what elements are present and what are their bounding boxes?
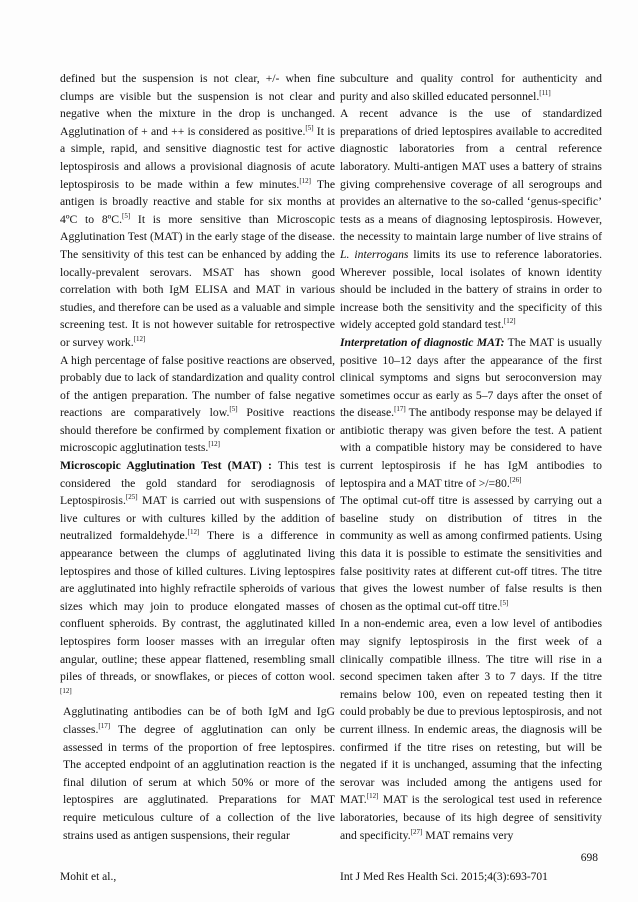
citation-ref: [27]: [410, 827, 423, 836]
paragraph: In a non-endemic area, even a low level of antibodies may signify leptospirosis in the first week of a clinically compatible illness. The titre will rise in a second specimen taken after 3 to 7 days. If the titre remains below 100, even on repeated testing then it could probably be due to previous leptospirosis, and not current illness. In endemic areas, the diagnosis will be confirmed if the titre rises on retesting, but will be negated if it is unchanged, assuming that the infecting serovar was included among the antigens used for MAT.[12] MAT is the serological test used in reference laboratories, because of its high degree of sensitivity and specificity.[27] MAT remains very: [340, 617, 602, 842]
paragraph: The optimal cut-off titre is assessed by carrying out a baseline study on distribution of titres in the community as well as among confirmed patients. Using this data it is possible to estimate the sensitivities and false positivity rates at different cut-off titres. The titre that gives the lowest number of false results is then chosen as the optimal cut-off titre.[5]: [340, 494, 602, 613]
footer-citation: Int J Med Res Health Sci. 2015;4(3):693-701: [340, 871, 548, 883]
citation-ref: [25]: [125, 493, 138, 502]
citation-ref: [5]: [229, 405, 238, 414]
citation-ref: [17]: [394, 405, 406, 414]
species-name: L. interrogans: [340, 247, 409, 261]
paragraph: defined but the suspension is not clear, +/- when fine clumps are visible but the suspension is not clear and negative when the mixture in the drop is unchanged. Agglutination of + and ++ is considered as positive.[5] It is a simple, rapid, and sensitive diagnostic test for active leptospirosis and allows a provisional diagnosis of acute leptospirosis to be made within a few minutes.[12] The antigen is broadly reactive and stable for six months at 4ºC to 8ºC.[5] It is more sensitive than Microscopic Agglutination Test (MAT) in the early stage of the disease. The sensitivity of this test can be enhanced by adding the locally-prevalent serovars. MSAT has shown good correlation with both IgM ELISA and MAT in various studies, and therefore can be used as a valuable and simple screening test. It is not however suitable for retrospective or survey work.[12]: [60, 72, 336, 349]
citation-ref: [12]: [133, 334, 146, 343]
citation-ref: [17]: [98, 721, 111, 730]
citation-ref: [12]: [299, 176, 311, 185]
citation-ref: [26]: [509, 475, 522, 484]
citation-ref: [12]: [60, 686, 72, 695]
paragraph: Microscopic Agglutination Test (MAT) : This test is considered the gold standard for serodiagnosis of Leptospirosis.[25] MAT is carried out with suspensions of live cultures or with cultures killed by the addition of neutralized formaldehyde.[12] There is a difference in appearance between the clumps of agglutinated living leptospires and those of killed cultures. Living leptospires are agglutinated into highly refractile spheroids of various sizes which may join to produce elongated masses of confluent spheroids. By contrast, the agglutinated killed leptospires form looser masses with an irregular often angular, outline; these appear flattened, resembling small piles of threads, or snowflakes, or pieces of cotton wool.[12]: [60, 459, 336, 695]
citation-ref: [5]: [122, 211, 131, 220]
citation-ref: [12]: [366, 792, 379, 801]
paragraph: Interpretation of diagnostic MAT: The MAT is usually positive 10–12 days after the appearance of the first clinical symptoms and signs but seroconversion may sometimes occur as early as 5–7 days after the onset of the disease.[17] The antibody response may be delayed if antibiotic therapy was given before the test. A patient with a compatible history may be considered to have current leptospirosis if he has IgM antibodies to leptospira and a MAT titre of >/=80.[26]: [340, 335, 602, 490]
citation-ref: [5]: [500, 598, 509, 607]
citation-ref: [5]: [305, 123, 314, 132]
footer-author: Mohit et al.,: [60, 871, 117, 883]
right-column: [340, 70, 602, 844]
citation-ref: [12]: [208, 440, 221, 449]
paragraph: A recent advance is the use of standardized preparations of dried leptospires available to accredited diagnostic laboratories from a central reference laboratory. Multi-antigen MAT uses a battery of strains giving comprehensive coverage of all serogroups and provides an alternative to the so-called ‘genus-specific’ tests as a means of diagnosing leptospirosis. However, the necessity to maintain large number of live strains of L. interrogans limits its use to reference laboratories. Wherever possible, local isolates of known identity should be included in the battery of strains in order to increase both the sensitivity and the specificity of this widely accepted gold standard test.[12]: [340, 107, 602, 332]
paragraph: A high percentage of false positive reactions are observed, probably due to lack of standardization and quality control of the antigen preparation. The number of false negative reactions are comparatively low.[5] Positive reactions should therefore be confirmed by complement fixation or microscopic agglutination tests.[12]: [60, 353, 335, 455]
citation-ref: [11]: [539, 88, 551, 97]
citation-ref: [12]: [503, 317, 516, 326]
paragraph: Agglutinating antibodies can be of both IgM and IgG classes.[17] The degree of agglutination can only be assessed in terms of the proportion of free leptospires. The accepted endpoint of an agglutination reaction is the final dilution of serum at which 50% or more of the leptospires are agglutinated. Preparations for MAT require meticulous culture of a collection of the live strains used as antigen suspensions, their regular: [63, 705, 335, 842]
page-number: 698: [580, 852, 598, 864]
section-heading: Microscopic Agglutination Test (MAT) :: [60, 459, 272, 473]
section-heading: Interpretation of diagnostic MAT:: [340, 335, 505, 349]
left-column: [60, 70, 335, 844]
citation-ref: [12]: [187, 528, 200, 537]
paragraph: subculture and quality control for authenticity and purity and also skilled educated personnel.[11]: [340, 72, 602, 103]
